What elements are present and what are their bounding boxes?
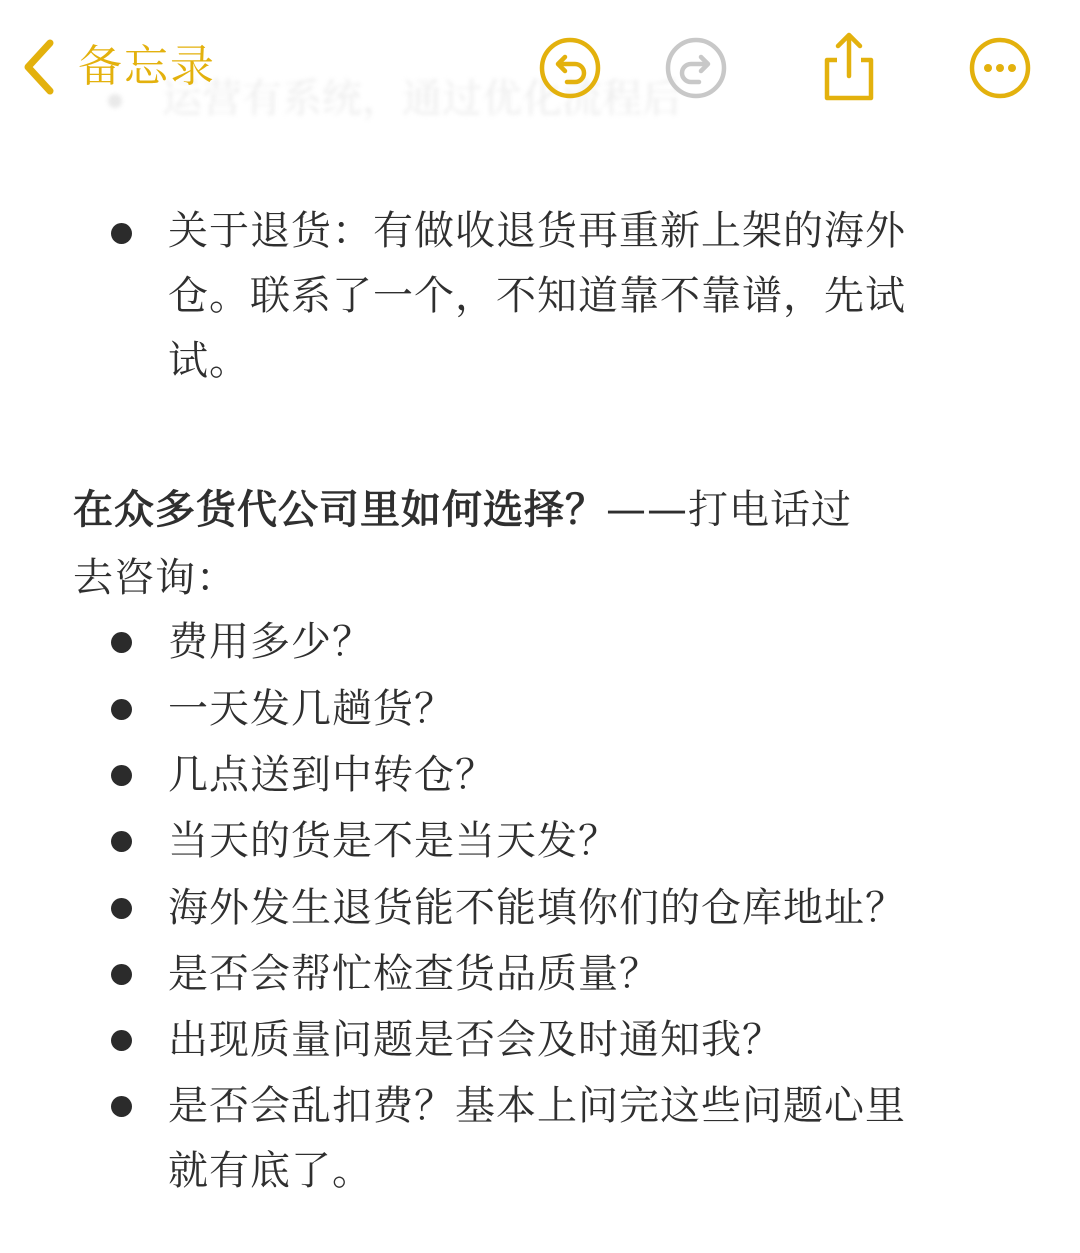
bullet-dot <box>111 831 132 852</box>
share-button[interactable] <box>817 30 881 94</box>
redo-button[interactable] <box>664 36 728 100</box>
list-item-line: 试。 <box>168 338 250 384</box>
list-item <box>168 809 1018 874</box>
bullet-dot <box>111 898 132 919</box>
share-icon <box>817 30 881 102</box>
list-item-returns <box>168 199 1018 394</box>
list-item-line: 关于退货：有做收退货再重新上架的海外 <box>168 208 906 254</box>
back-button[interactable] <box>20 34 216 100</box>
bullet-dot <box>111 699 132 720</box>
list-item-line: 仓。联系了一个，不知道靠不靠谱，先试 <box>168 273 906 319</box>
more-icon <box>968 36 1032 100</box>
heading-line-2: 去咨询： <box>73 555 237 601</box>
bullet-dot <box>111 223 132 244</box>
undo-icon <box>538 36 602 100</box>
list-item <box>168 1074 1018 1204</box>
more-button[interactable] <box>968 36 1032 100</box>
list-item <box>168 610 1018 675</box>
bullet-dot <box>111 632 132 653</box>
bullet-dot <box>111 765 132 786</box>
list-item-line: 就有底了。 <box>168 1148 373 1194</box>
heading-line-1 <box>73 476 973 544</box>
heading-bold-text: 在众多货代公司里如何选择？ <box>73 487 606 533</box>
list-item-text: 当天的货是不是当天发？ <box>168 818 619 864</box>
list-item-text: 一天发几趟货？ <box>168 686 455 732</box>
bullet-dot <box>111 1096 132 1117</box>
list-item-text: 费用多少？ <box>168 619 373 665</box>
heading-rest-text: ——打电话过 <box>606 487 852 533</box>
undo-button[interactable] <box>538 36 602 100</box>
list-item-line: 是否会乱扣费？基本上问完这些问题心里 <box>168 1083 906 1129</box>
list-item <box>168 942 1018 1007</box>
redo-icon <box>664 36 728 100</box>
list-item <box>168 876 1018 941</box>
list-item-text: 是否会帮忙检查货品质量？ <box>168 951 660 997</box>
list-item-text: 几点送到中转仓？ <box>168 752 496 798</box>
list-item-text: 海外发生退货能不能填你们的仓库地址？ <box>168 885 906 931</box>
back-button-label: 备忘录 <box>78 41 216 92</box>
list-item <box>168 743 1018 808</box>
section-heading <box>73 476 973 612</box>
list-item-text: 出现质量问题是否会及时通知我？ <box>168 1017 783 1063</box>
chevron-left-icon <box>20 38 56 96</box>
bullet-dot <box>111 964 132 985</box>
list-item <box>168 677 1018 742</box>
list-item <box>168 1008 1018 1073</box>
bullet-dot <box>111 1030 132 1051</box>
ghost-line-text: 运营有系统，通过优化流程后 <box>162 76 682 122</box>
navigation-bar <box>0 0 1080 135</box>
